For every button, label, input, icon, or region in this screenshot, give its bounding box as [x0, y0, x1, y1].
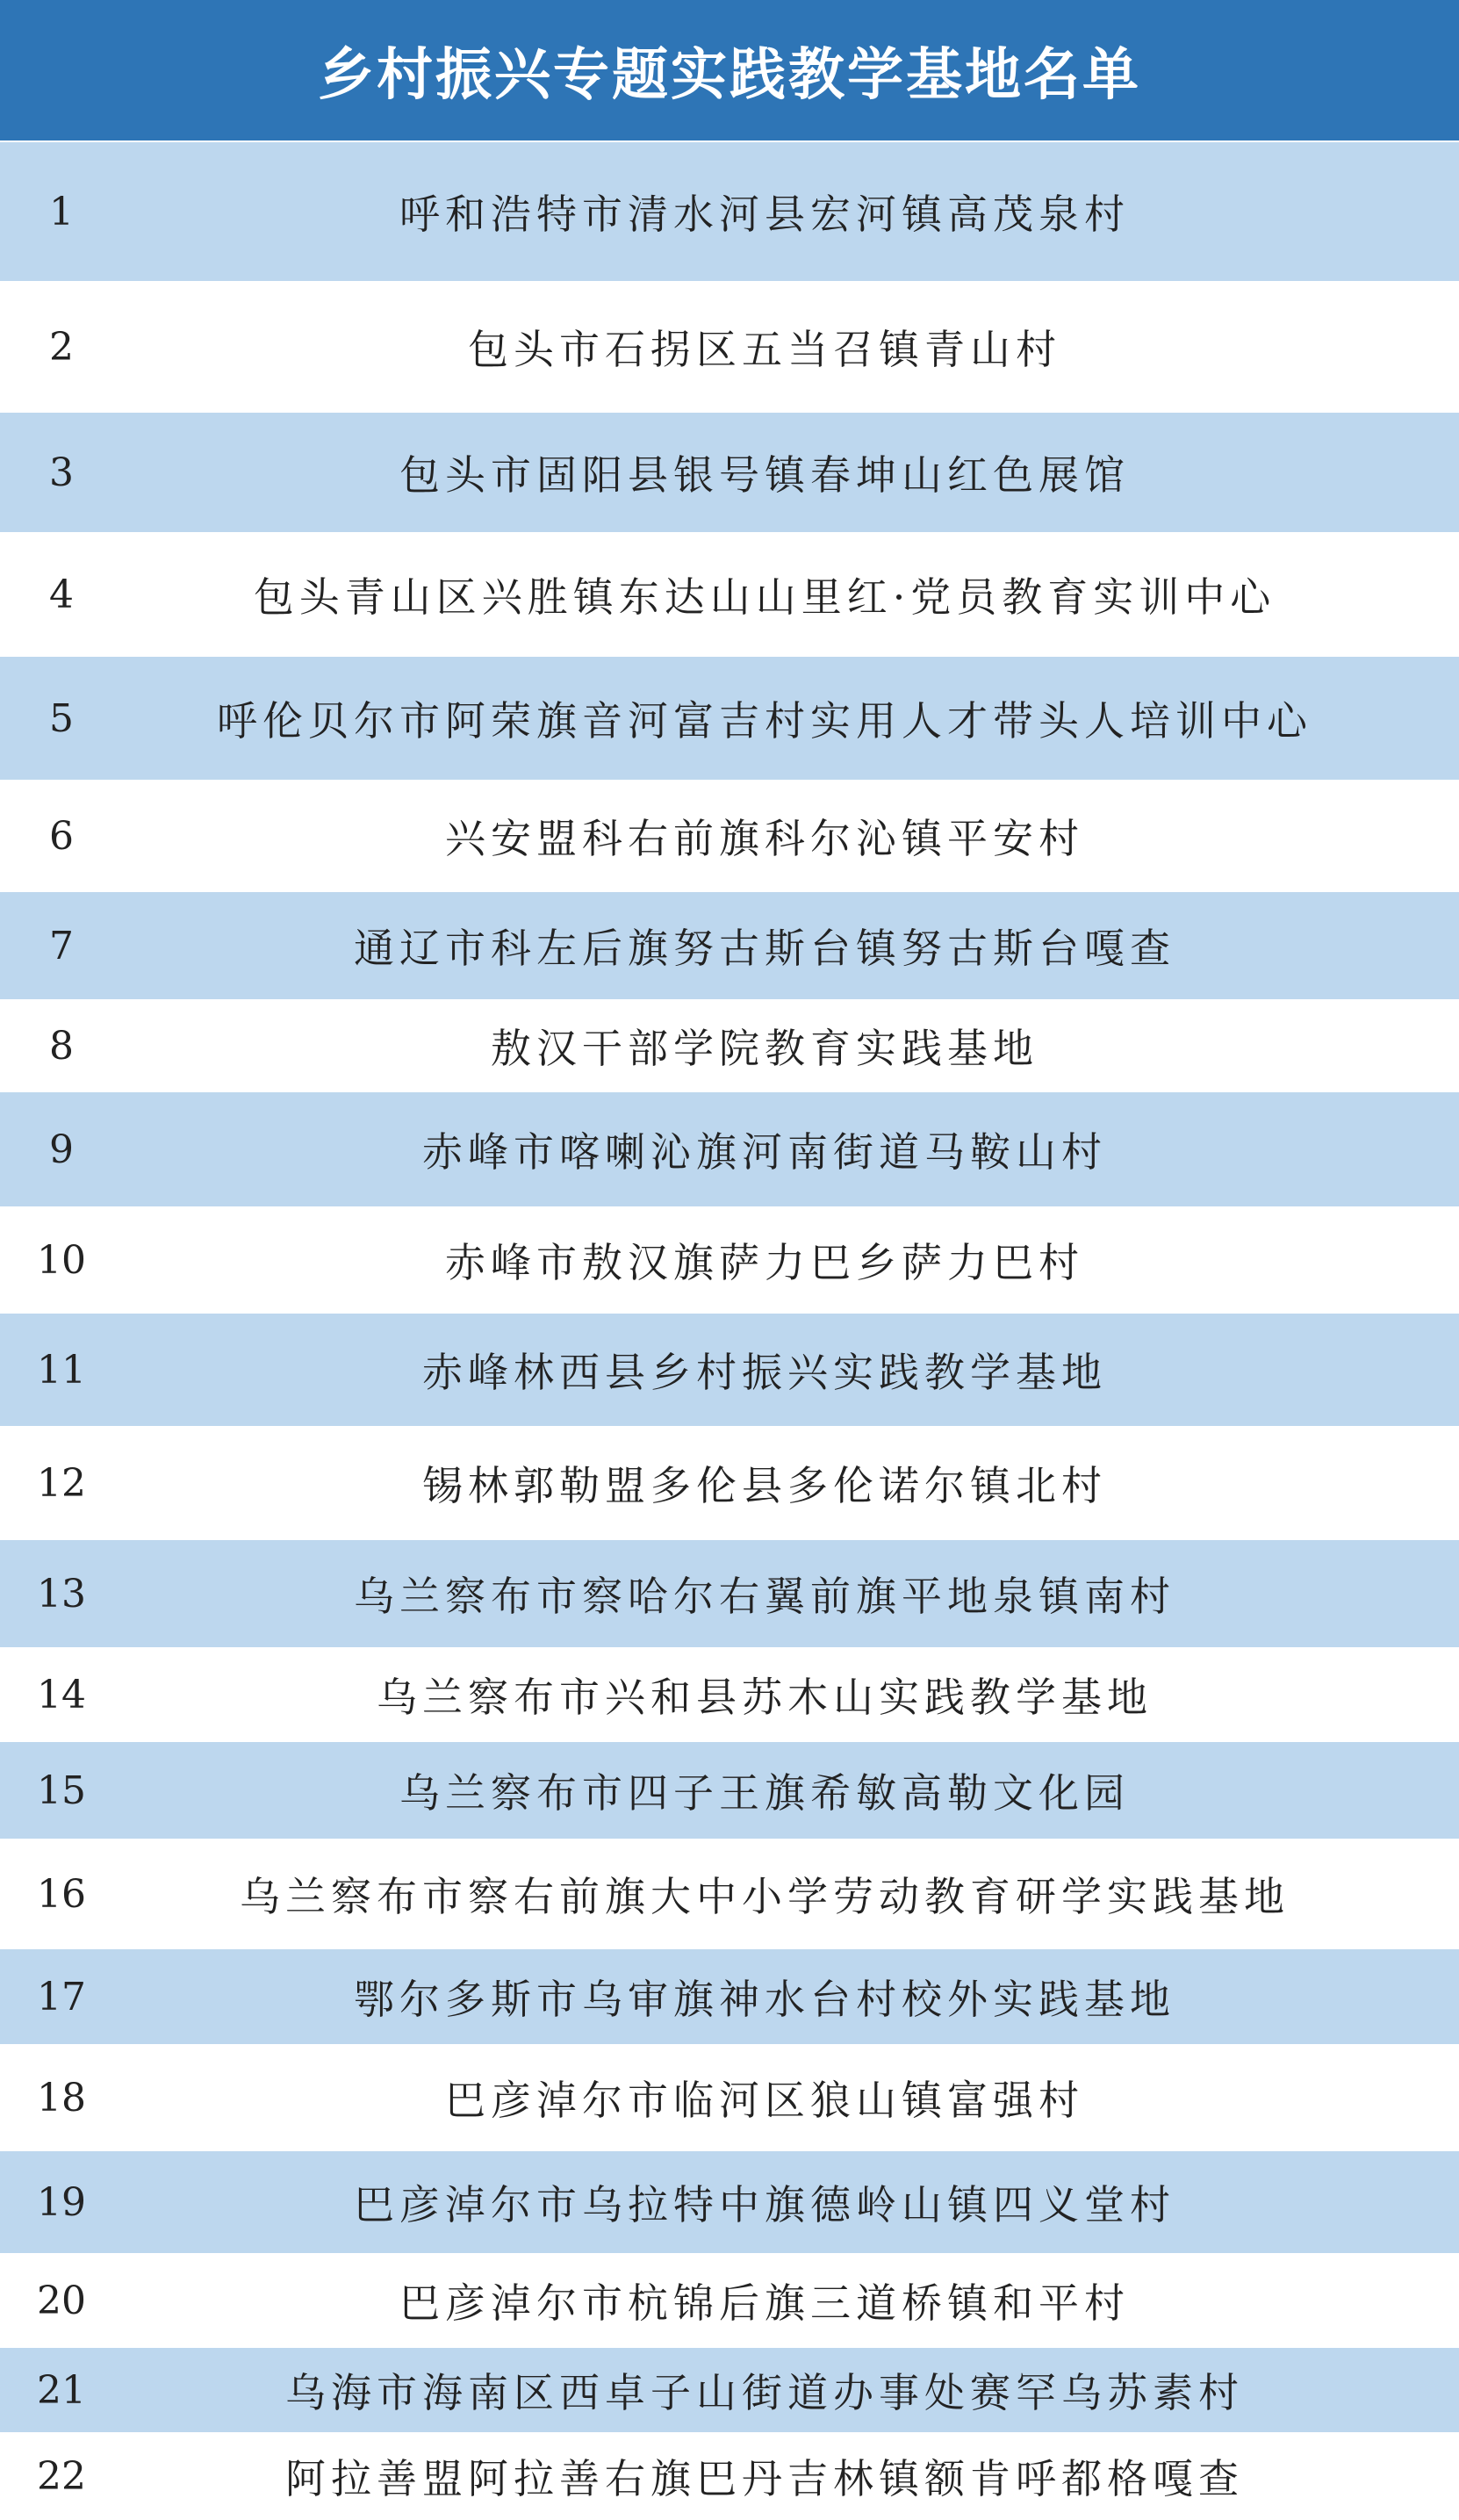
base-list: [0, 142, 1459, 2520]
row-number: 6: [49, 813, 74, 859]
row-name: 赤峰市敖汉旗萨力巴乡萨力巴村: [445, 1239, 1084, 1286]
list-row: [0, 2255, 1459, 2348]
row-name: 兴安盟科右前旗科尔沁镇平安村: [445, 815, 1084, 862]
row-number: 7: [49, 923, 74, 968]
list-row: [0, 1540, 1459, 1649]
row-name: 锡林郭勒盟多伦县多伦诺尔镇北村: [422, 1462, 1107, 1509]
list-row: [0, 2151, 1459, 2255]
row-name: 通辽市科左后旗努古斯台镇努古斯台嘎查: [354, 925, 1175, 972]
row-name: 赤峰市喀喇沁旗河南街道马鞍山村: [422, 1128, 1107, 1176]
list-row: [0, 1949, 1459, 2046]
row-number: 1: [49, 189, 74, 234]
list-row: [0, 1428, 1459, 1540]
list-row: [0, 1208, 1459, 1314]
list-row: [0, 657, 1459, 781]
list-row: [0, 1314, 1459, 1428]
list-row: [0, 413, 1459, 534]
list-row: [0, 1092, 1459, 1208]
row-number: 13: [37, 1571, 86, 1616]
row-number: 5: [49, 695, 74, 741]
row-name: 乌兰察布市兴和县苏木山实践教学基地: [377, 1674, 1153, 1721]
row-number: 17: [37, 1974, 86, 2020]
row-name: 巴彦淖尔市乌拉特中旗德岭山镇四义堂村: [354, 2181, 1175, 2228]
title-bar: [0, 0, 1459, 142]
row-name: 鄂尔多斯市乌审旗神水台村校外实践基地: [354, 1976, 1175, 2023]
row-number: 19: [37, 2179, 86, 2225]
row-number: 2: [49, 324, 74, 370]
row-name: 乌兰察布市察右前旗大中小学劳动教育研学实践基地: [240, 1873, 1290, 1920]
row-number: 8: [49, 1023, 74, 1069]
row-name: 乌海市海南区西卓子山街道办事处赛罕乌苏素村: [285, 2369, 1244, 2416]
row-name: 敖汉干部学院教育实践基地: [491, 1025, 1039, 1072]
list-row: [0, 283, 1459, 413]
row-number: 11: [37, 1347, 86, 1393]
list-row: [0, 534, 1459, 657]
row-number: 20: [37, 2278, 86, 2323]
row-number: 22: [37, 2453, 86, 2499]
row-number: 16: [37, 1871, 86, 1917]
list-row: [0, 2046, 1459, 2151]
row-number: 12: [37, 1460, 86, 1506]
list-row: [0, 1649, 1459, 1742]
row-number: 14: [37, 1672, 86, 1717]
row-name: 巴彦淖尔市杭锦后旗三道桥镇和平村: [399, 2279, 1130, 2327]
list-row: [0, 142, 1459, 283]
row-name: 赤峰林西县乡村振兴实践教学基地: [422, 1349, 1107, 1396]
list-row: [0, 2434, 1459, 2520]
list-row: [0, 1001, 1459, 1092]
list-row: [0, 1742, 1459, 1840]
list-row: [0, 2348, 1459, 2434]
row-number: 21: [37, 2367, 86, 2413]
row-name: 包头市固阳县银号镇春坤山红色展馆: [399, 451, 1130, 499]
row-name: 呼伦贝尔市阿荣旗音河富吉村实用人才带头人培训中心: [217, 697, 1312, 745]
row-number: 10: [37, 1237, 86, 1283]
row-name: 呼和浩特市清水河县宏河镇高茂泉村: [399, 191, 1130, 238]
document-title: 乡村振兴专题实践教学基地名单: [318, 43, 1141, 108]
row-number: 18: [37, 2075, 86, 2120]
row-number: 4: [49, 572, 74, 617]
row-number: 15: [37, 1768, 86, 1813]
row-name: 乌兰察布市四子王旗希敏高勒文化园: [399, 1769, 1130, 1817]
row-number: 3: [49, 450, 74, 495]
row-name: 乌兰察布市察哈尔右翼前旗平地泉镇南村: [354, 1573, 1175, 1620]
row-name: 包头青山区兴胜镇东达山山里红·党员教育实训中心: [253, 573, 1276, 621]
row-name: 阿拉善盟阿拉善右旗巴丹吉林镇额肯呼都格嘎查: [285, 2455, 1244, 2502]
row-number: 9: [49, 1127, 74, 1172]
list-row: [0, 781, 1459, 892]
row-name: 包头市石拐区五当召镇青山村: [468, 326, 1061, 373]
list-row: [0, 1840, 1459, 1949]
list-row: [0, 892, 1459, 1001]
row-name: 巴彦淖尔市临河区狼山镇富强村: [445, 2077, 1084, 2124]
